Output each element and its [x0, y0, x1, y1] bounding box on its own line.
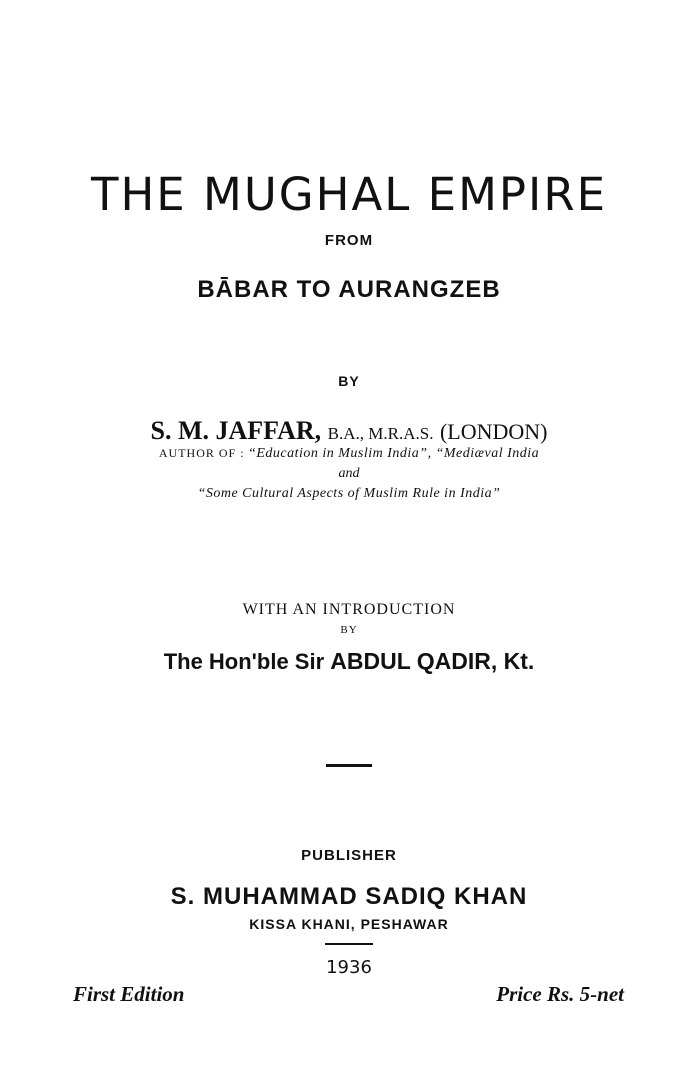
author-works-line2: “Some Cultural Aspects of Muslim Rule in India”: [197, 486, 501, 501]
author-degrees: B.A., M.R.A.S.: [327, 424, 434, 443]
book-subtitle: BĀBAR TO AURANGZEB: [197, 276, 501, 303]
introduction-label: WITH AN INTRODUCTION: [242, 601, 456, 618]
author-london: (LONDON): [439, 419, 548, 444]
year-rule: [325, 943, 373, 945]
author-works-and: and: [338, 466, 360, 481]
introduction-person-prefix: The Hon'ble Sir: [163, 649, 325, 674]
divider-rule: [326, 764, 372, 767]
book-title: THE MUGHAL EMPIRE: [90, 168, 608, 221]
publisher-address: KISSA KHANI, PESHAWAR: [249, 916, 449, 932]
publisher-label: PUBLISHER: [301, 847, 397, 864]
introduction-person-name: ABDUL QADIR, Kt.: [330, 648, 535, 674]
introduction-by-label: BY: [340, 624, 358, 636]
from-label: FROM: [324, 232, 374, 249]
by-label: BY: [338, 373, 360, 389]
author-line: [0, 416, 698, 446]
introduction-person: [0, 648, 698, 675]
publisher-name: S. MUHAMMAD SADIQ KHAN: [170, 883, 528, 910]
author-of-line: [0, 446, 698, 462]
author-works-line1: “Education in Muslim India”, “Mediæval India: [248, 446, 540, 461]
author-of-label: AUTHOR OF :: [158, 446, 245, 460]
author-name: S. M. JAFFAR,: [150, 416, 322, 445]
publication-year: 1936: [326, 957, 372, 978]
edition-label: First Edition: [73, 982, 185, 1006]
price-label: Price Rs. 5-net: [496, 982, 624, 1006]
